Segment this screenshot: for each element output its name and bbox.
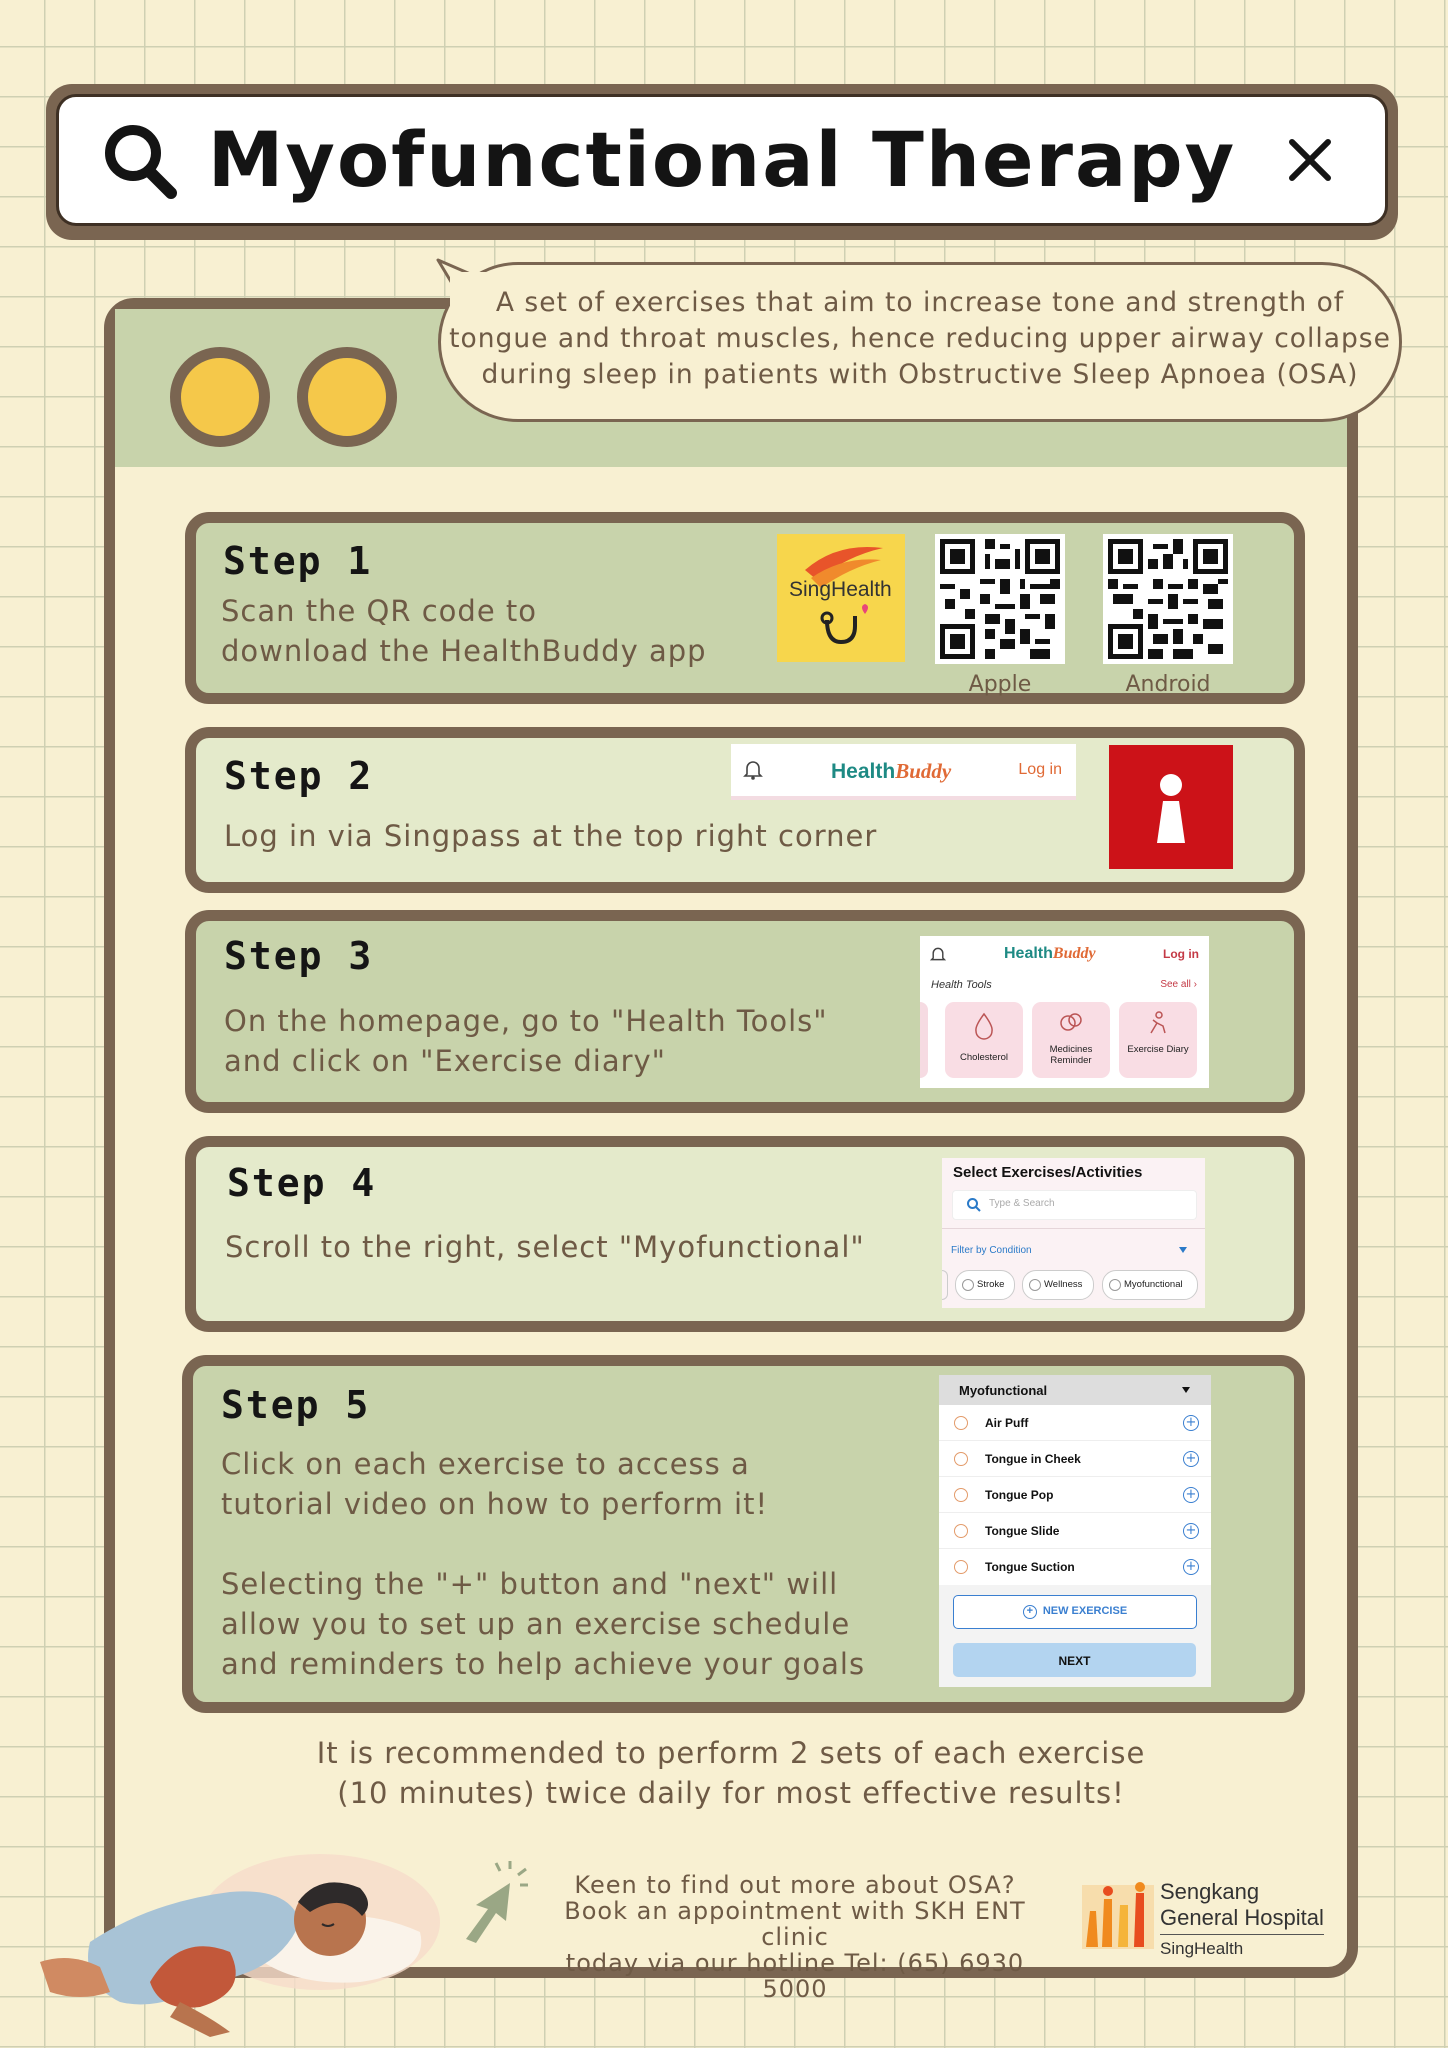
chip-stroke[interactable] [955,1270,1015,1300]
qr-code-apple[interactable] [935,534,1065,664]
step-4-card [185,1136,1305,1332]
step-3-card [185,910,1305,1113]
spacer [221,1524,865,1564]
window-frame [104,298,1358,2003]
next-label: NEXT [1058,1654,1091,1668]
step-4-title: Step 4 [227,1161,377,1205]
health-tools-screenshot [920,936,1209,1088]
step-3-text [224,1001,828,1081]
exercise-row-tongue-in-cheek[interactable] [939,1441,1211,1477]
step-1-card [185,512,1305,704]
step-5-card [182,1355,1305,1713]
qr-label-android: Android [1125,672,1211,697]
chip-label: Myofunctional [1124,1279,1183,1290]
face-icon [954,1452,968,1466]
tile-medicines-reminder[interactable] [1032,1002,1110,1078]
exercise-name: Tongue Slide [985,1524,1060,1538]
pointer-cursor-icon [458,1861,528,1945]
hospital-logo-mark [1080,1881,1156,1953]
tile-label: Medicines Reminder [1049,1044,1093,1066]
singpass-info-icon[interactable] [1109,745,1233,869]
wellness-icon [1029,1279,1041,1291]
tile-exercise-diary[interactable] [1119,1002,1197,1078]
drop-icon [971,1012,997,1040]
sengkang-hospital-logo [1080,1879,1330,1959]
divider [942,1228,1205,1229]
chip-wellness[interactable] [1022,1270,1094,1300]
new-exercise-text: NEW EXERCISE [1042,1605,1128,1617]
healthbuddy-logo [1004,945,1096,963]
healthbuddy-logo [831,759,951,784]
exercise-list [939,1405,1211,1584]
exercise-name: Air Puff [985,1416,1029,1430]
close-icon [1287,137,1333,187]
bubble-line: tongue and throat muscles, hence reducing upper airway collapse [449,323,1391,354]
chevron-down-icon[interactable] [1178,1246,1188,1254]
window-dot-2 [297,347,397,447]
contact-line: Keen to find out more about OSA? [574,1871,1016,1899]
chip-label: Stroke [977,1279,1005,1290]
step-5-line: Selecting the "+" button and "next" will [221,1567,839,1601]
step-3-title: Step 3 [224,934,374,978]
exercise-name: Tongue Pop [985,1488,1054,1502]
step-1-line: download the HealthBuddy app [221,634,707,668]
search-icon [966,1197,982,1213]
section-title: Health Tools [931,979,992,991]
bubble-line: A set of exercises that aim to increase tone and strength of [495,287,1345,318]
chevron-down-icon [1181,1386,1191,1394]
dropdown-label: Myofunctional [959,1383,1048,1398]
new-exercise-button[interactable] [953,1595,1197,1629]
myofunctional-list-screenshot [939,1375,1211,1687]
step-2-title: Step 2 [224,754,374,798]
exercise-row-tongue-pop[interactable] [939,1477,1211,1513]
step-5-title: Step 5 [221,1383,371,1427]
search-placeholder: Type & Search [989,1198,1055,1209]
add-icon[interactable]: + [1183,1487,1199,1503]
filter-label[interactable]: Filter by Condition [951,1245,1032,1256]
chip-partial [942,1270,948,1300]
step-1-title: Step 1 [223,539,373,583]
recommendation-line: It is recommended to perform 2 sets of each exercise [316,1736,1146,1770]
step-1-text [221,591,707,671]
hospital-line-2: General Hospital [1160,1905,1324,1930]
login-link[interactable]: Log in [1018,761,1062,778]
title-bar [46,84,1398,240]
brain-icon [962,1279,974,1291]
qr-code-android[interactable] [1103,534,1233,664]
exercise-row-tongue-slide[interactable] [939,1513,1211,1549]
brand-health: Health [1004,945,1053,962]
qr-label-apple: Apple [968,672,1032,697]
hospital-line-3: SingHealth [1160,1939,1244,1958]
login-link[interactable]: Log in [1163,947,1199,961]
brand-buddy: Buddy [1052,945,1096,962]
exercise-name: Tongue in Cheek [985,1452,1081,1466]
healthbuddy-app-bar [731,744,1076,800]
select-exercises-screenshot [942,1158,1205,1308]
hospital-divider [1160,1934,1324,1935]
title-bar-inner [56,94,1388,226]
step-4-text: Scroll to the right, select "Myofunctional" [225,1230,865,1264]
brand-buddy: Buddy [895,759,952,783]
step-5-text [221,1444,865,1684]
sleeping-person-illustration [30,1832,440,2042]
add-icon: + [1023,1605,1037,1619]
new-exercise-label [1023,1605,1127,1619]
add-icon[interactable]: + [1183,1523,1199,1539]
step-2-card [185,727,1305,893]
face-icon [954,1524,968,1538]
exercise-row-air-puff[interactable] [939,1405,1211,1441]
exercise-name: Tongue Suction [985,1560,1075,1574]
face-icon [954,1560,968,1574]
step-5-line: and reminders to help achieve your goals [221,1647,866,1681]
hospital-name [1160,1879,1324,1931]
page-title: Myofunctional Therapy [207,115,1237,204]
step-3-line: On the homepage, go to "Health Tools" [224,1004,828,1038]
tile-partial [920,1002,928,1078]
step-5-line: tutorial video on how to perform it! [221,1487,769,1521]
window-dot-1 [170,347,270,447]
next-button[interactable] [953,1643,1196,1677]
tile-cholesterol[interactable] [945,1002,1023,1078]
definition-bubble [438,262,1402,422]
add-icon[interactable]: + [1183,1559,1199,1575]
add-icon[interactable]: + [1183,1451,1199,1467]
contact-text [535,1872,1055,2002]
contact-line: Book an appointment with SKH ENT clinic [564,1897,1026,1951]
recommendation-line: (10 minutes) twice daily for most effective results! [337,1776,1125,1810]
bubble-tail-mask [450,272,490,312]
face-icon [1109,1279,1121,1291]
face-icon [954,1488,968,1502]
bell-icon [930,945,946,963]
search-input[interactable] [952,1190,1197,1220]
add-icon[interactable]: + [1183,1415,1199,1431]
step-1-line: Scan the QR code to [221,594,537,628]
brand-health: Health [831,760,896,783]
face-icon [954,1416,968,1430]
bubble-line: during sleep in patients with Obstructive Sleep Apnoea (OSA) [481,359,1359,390]
see-all-link[interactable]: See all › [1160,979,1197,990]
contact-line: today via our hotline Tel: (65) 6930 5000 [565,1949,1025,2003]
singhealth-logo-text: SingHealth [789,578,892,601]
dropdown-header[interactable] [939,1375,1211,1405]
tile-label: Exercise Diary [1127,1044,1189,1055]
pill-icon [1058,1010,1084,1036]
step-5-line: allow you to set up an exercise schedule [221,1607,851,1641]
step-5-line: Click on each exercise to access a [221,1447,750,1481]
select-heading: Select Exercises/Activities [953,1164,1143,1181]
hospital-line-1: Sengkang [1160,1879,1260,1904]
step-2-text: Log in via Singpass at the top right corner [224,819,878,853]
bell-icon [743,758,763,780]
exercise-icon [1145,1010,1171,1036]
chip-myofunctional[interactable] [1102,1270,1198,1300]
singhealth-app-logo [777,534,905,662]
step-3-line: and click on "Exercise diary" [224,1044,667,1078]
chip-label: Wellness [1044,1279,1083,1290]
exercise-row-tongue-suction[interactable] [939,1549,1211,1584]
recommendation-text [115,1733,1347,1813]
tile-label: Cholesterol [959,1052,1009,1063]
